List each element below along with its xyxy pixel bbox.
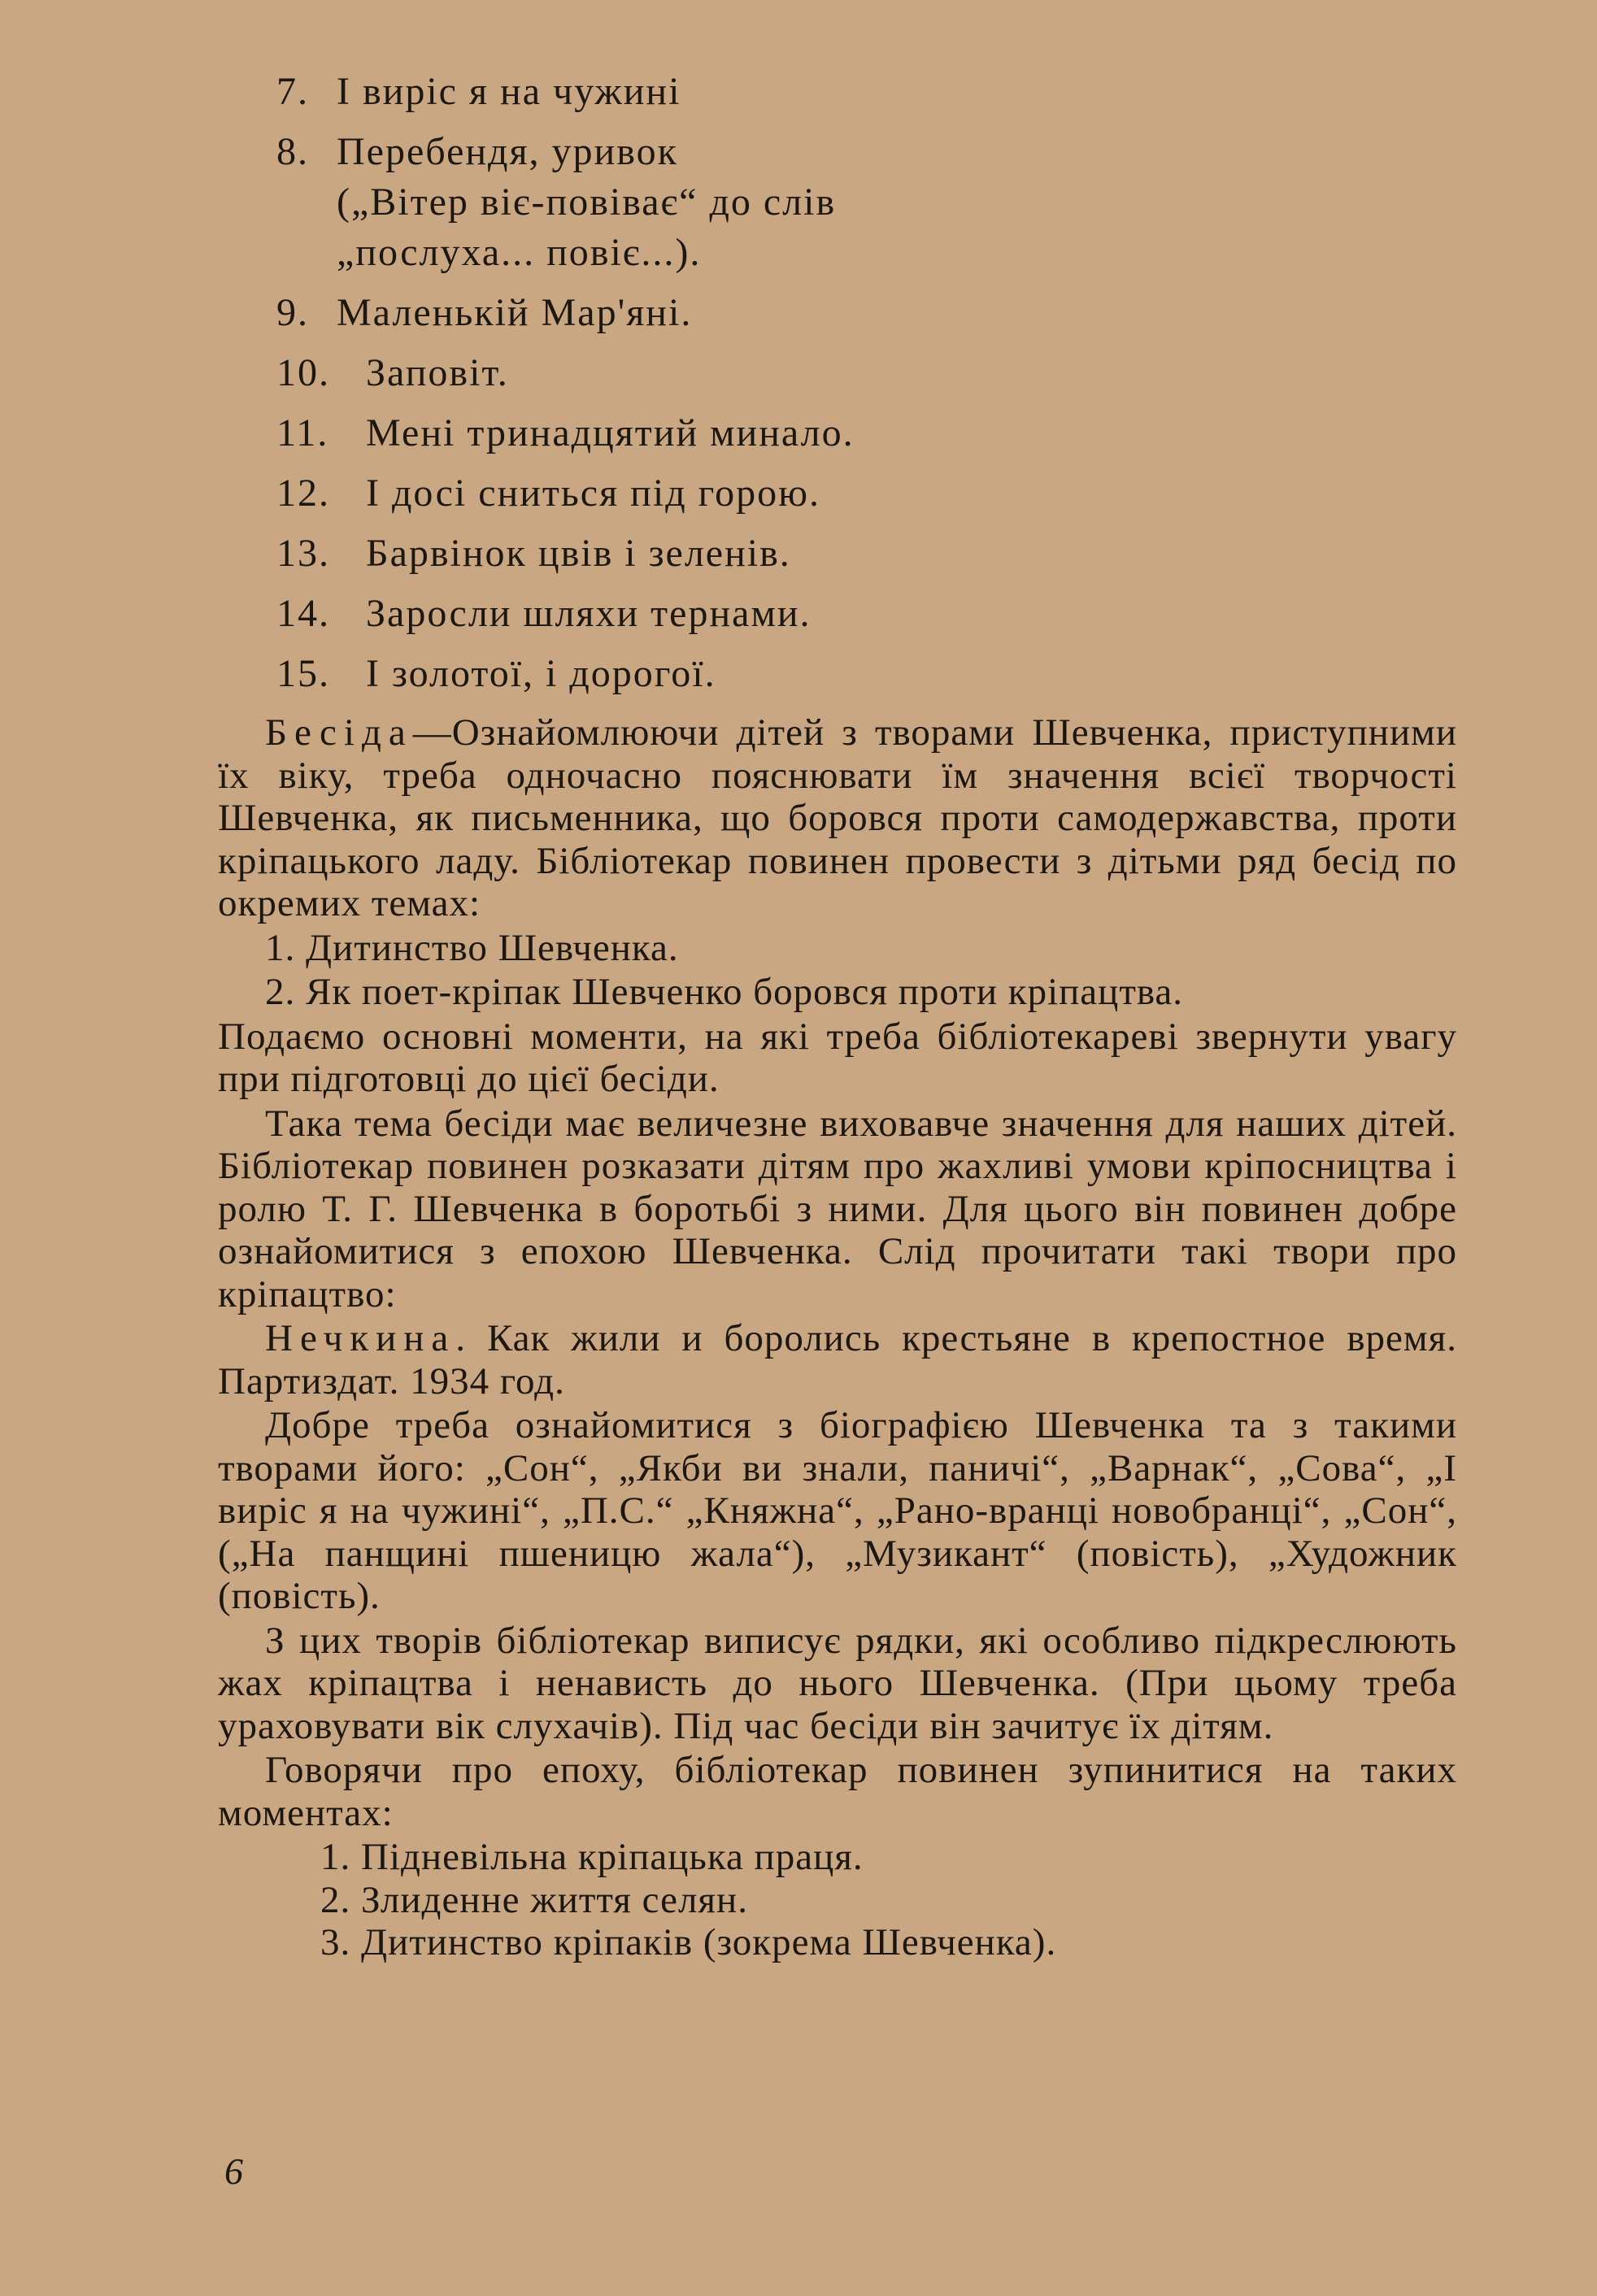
- poem-title-line: („Вітер віє-повіває“ до слів: [337, 180, 837, 224]
- poem-title: [366, 408, 1090, 459]
- reference-text: . Как жили и боролись крестьяне в крепостное время. Партиздат. 1934 год.: [218, 1317, 1457, 1402]
- poem-number: 12.: [276, 472, 330, 515]
- poem-number: 14.: [276, 592, 330, 635]
- poem-number: 13.: [276, 532, 330, 575]
- moment-item: 2. Злиденне життя селян.: [320, 1878, 748, 1921]
- page-number: 6: [224, 2150, 243, 2192]
- poem-title: [337, 288, 1090, 338]
- topic-item: 1. Дитинство Шевченка.: [265, 926, 679, 969]
- poem-title-line: Барвінок цвів і зеленів.: [366, 532, 791, 575]
- topic-item: 2. Як поет-кріпак Шевченко боровся проти кріпацтва.: [265, 971, 1184, 1013]
- poem-title-line: Маленькій Мар'яні.: [337, 291, 693, 334]
- poem-title: [366, 528, 1090, 579]
- poem-title-line: Заповіт.: [366, 351, 509, 394]
- beseda-text: —Ознайомлюючи дітей з творами Шевченка, приступними їх віку, треба одночасно пояснювати їм значення всієї творчості Шевченка, як письменника, що боровся проти самодержавства, проти кріпацького ладу. Бібліотекар повинен провести з дітьми ряд бесід по окремих темах:: [218, 711, 1457, 924]
- page-body: [218, 711, 1457, 1964]
- poem-title-line: Перебендя, уривок: [337, 130, 678, 173]
- beseda-lead: Бесіда: [265, 711, 413, 754]
- poem-title: [337, 127, 1090, 278]
- poem-number: 11.: [276, 411, 329, 454]
- poem-list-item: [276, 408, 1090, 459]
- poem-title-line: Заросли шляхи тернами.: [366, 592, 812, 635]
- poem-list-item: [276, 67, 1090, 117]
- poem-title: [337, 67, 1090, 117]
- theme-paragraph: Така тема бесіди має величезне виховавче значення для наших дітей. Бібліотекар повинен розказати дітям про жахливі умови кріпосництва і ролю Т. Г. Шевченка в боротьбі з ними. Для цього він повинен добре ознайомитися з епохою Шевченка. Слід прочитати такі твори про кріпацтво:: [218, 1102, 1457, 1315]
- beseda-paragraph: [218, 711, 1457, 925]
- poem-title: [366, 348, 1090, 398]
- poem-title: [366, 468, 1090, 519]
- works-paragraph: Добре треба ознайомитися з біографією Шевченка та з такими творами його: „Сон“, „Якби ви знали, паничі“, „Варнак“, „Сова“, „І виріс я на чужині“, „П.С.“ „Княжна“, „Рано-вранці новобранці“, „Сон“, („На панщині пшеницю жала“), „Музикант“ (повість), „Художник (повість).: [218, 1404, 1457, 1617]
- poem-number: 9.: [276, 291, 309, 334]
- poem-number: 15.: [276, 652, 330, 695]
- poem-number: 8.: [276, 130, 309, 173]
- reference-author: Нечкина: [265, 1317, 456, 1359]
- poem-list-item: [276, 589, 1090, 639]
- poem-list-item: [276, 528, 1090, 579]
- poem-title: [366, 589, 1090, 639]
- poem-number: 10.: [276, 351, 330, 394]
- reference-paragraph: [218, 1317, 1457, 1402]
- poem-list-item: [276, 288, 1090, 338]
- poem-list-item: [276, 649, 1090, 699]
- poem-list: [276, 67, 1090, 709]
- moment-item: 3. Дитинство кріпаків (зокрема Шевченка).: [320, 1921, 1057, 1963]
- poem-list-item: [276, 127, 1090, 278]
- poem-title: [366, 649, 1090, 699]
- poem-title-line: І виріс я на чужині: [337, 70, 681, 113]
- intro-paragraph: Подаємо основні моменти, на які треба бібліотекареві звернути увагу при підготовці до цієї бесіди.: [218, 1015, 1457, 1100]
- poem-list-item: [276, 348, 1090, 398]
- poem-title-line: „послуха... повіє...).: [337, 231, 702, 274]
- poem-list-item: [276, 468, 1090, 519]
- poem-title-line: І золотої, і дорогої.: [366, 652, 716, 695]
- moment-item: 1. Підневільна кріпацька праця.: [320, 1836, 864, 1878]
- poem-title-line: І досі сниться під горою.: [366, 472, 820, 515]
- epoch-paragraph: Говорячи про епоху, бібліотекар повинен зупинитися на таких моментах:: [218, 1749, 1457, 1834]
- excerpts-paragraph: З цих творів бібліотекар виписує рядки, які особливо підкреслюють жах кріпацтва і ненависть до нього Шевченка. (При цьому треба ураховувати вік слухачів). Під час бесіди він зачитує їх дітям.: [218, 1619, 1457, 1747]
- poem-number: 7.: [276, 70, 309, 113]
- poem-title-line: Мені тринадцятий минало.: [366, 411, 855, 454]
